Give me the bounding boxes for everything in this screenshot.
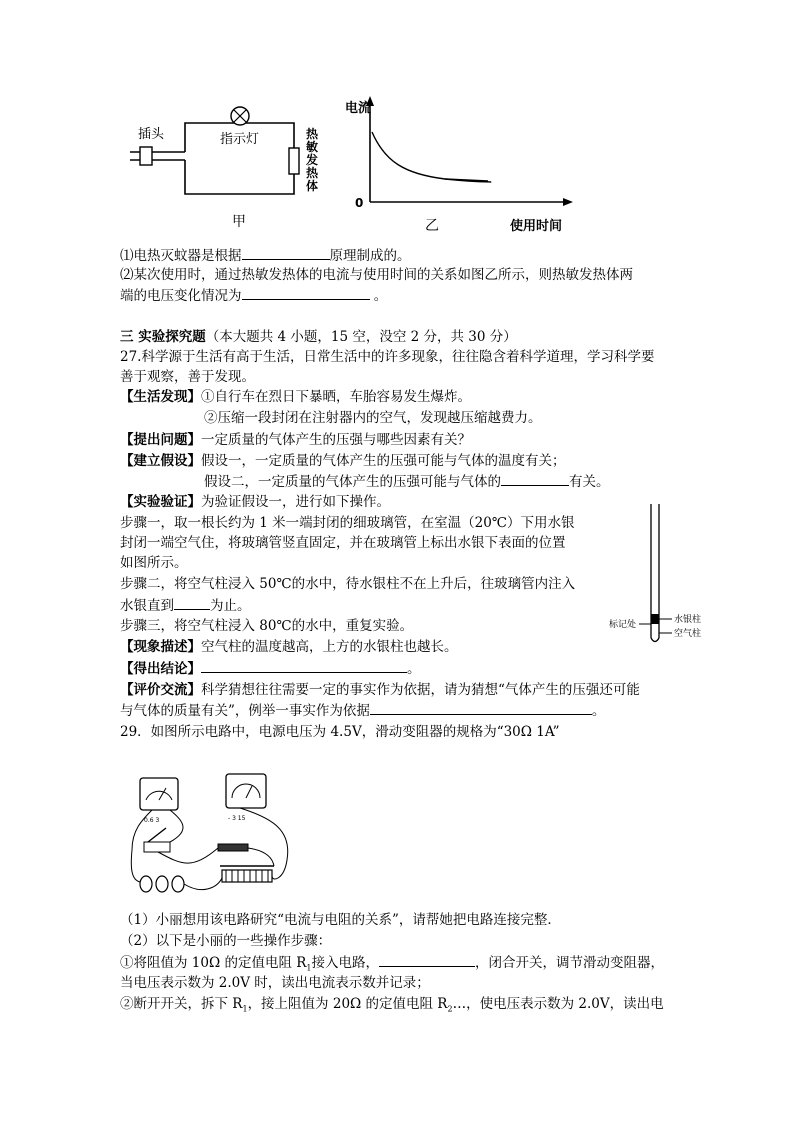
- ammeter-ticks: 0.6 3: [144, 817, 160, 824]
- q27-step1-a: 步骤一，取一根长约为 1 米一端封闭的细玻璃管，在室温（20℃）下用水银: [120, 515, 575, 531]
- q27-blank-step2[interactable]: [174, 595, 210, 610]
- q27-step2-b: 水银直到 为止。: [120, 595, 251, 616]
- plug-label: 插头: [138, 127, 165, 142]
- q29-part2: （2）以下是小丽的一些操作步骤：: [120, 933, 332, 949]
- current-curve: [372, 132, 491, 182]
- y-axis-label: 电流: [345, 101, 372, 116]
- q26-blank-2[interactable]: [242, 285, 370, 300]
- q27-life-1: 【生活发现】①自行车在烈日下暴晒，车胎容易发生爆炸。: [120, 389, 471, 405]
- figure-circuit-jia: [120, 96, 320, 236]
- tube-air-label: 空气柱: [674, 629, 702, 639]
- q27-step2-a: 步骤二，将空气柱浸入 50℃的水中，待水银柱不在上升后，往玻璃管内注入: [120, 576, 576, 592]
- q27-eval-1: 【评价交流】科学猜想往往需要一定的事实作为依据，请为猜想“气体产生的压强还可能: [120, 682, 640, 698]
- q27-hyp-1: 【建立假设】假设一，一定质量的气体产生的压强可能与气体的温度有关；: [120, 453, 566, 469]
- q27-blank-conclusion[interactable]: [201, 658, 407, 673]
- q27-intro-1: 27.科学源于生活有高于生活，日常生活中的许多现象，往往隐含着科学道理，学习科学要: [120, 349, 655, 365]
- section3-heading: 三 实验探究题（本大题共 4 小题，15 空，没空 2 分，共 30 分）: [120, 329, 517, 345]
- q27-intro-2: 善于观察，善于发现。: [120, 369, 255, 385]
- voltmeter: [226, 774, 266, 808]
- q26-blank-1[interactable]: [242, 245, 330, 260]
- q29-part1: （1）小丽想用该电路研究“电流与电阻的关系”，请帮她把电路连接完整．: [120, 912, 561, 928]
- voltmeter-ticks: - 3 15: [228, 815, 246, 822]
- q27-blank-hyp[interactable]: [501, 471, 569, 486]
- fig-b-caption: 乙: [425, 218, 439, 234]
- mercury-column: [652, 614, 659, 624]
- q29-step1: ①将阻值为 10Ω 的定值电阻 $R_1$接入电路， ，闭合开关，调节滑动变阻器，: [120, 952, 664, 979]
- switch: [144, 842, 170, 852]
- q27-phenomenon: 【现象描述】空气柱的温度越高，上方的水银柱也越长。: [120, 639, 458, 655]
- fixed-resistor: [218, 844, 248, 851]
- q27-verify: 【实验验证】为验证假设一，进行如下操作。: [120, 494, 390, 510]
- q27-step1-c: 如图所示。: [120, 555, 188, 571]
- battery-pack: [140, 876, 184, 892]
- q26-part2-line2: 端的电压变化情况为 。: [120, 285, 387, 306]
- q27-blank-eval[interactable]: [370, 700, 592, 715]
- tube-mercury-label: 水银柱: [674, 615, 702, 625]
- q29-blank-step1[interactable]: [379, 952, 475, 967]
- lamp-label: 指示灯: [220, 132, 260, 147]
- ammeter: [140, 778, 178, 810]
- q29-stem: 29．如图所示电路中，电源电压为 4.5V，滑动变阻器的规格为“30Ω 1A”: [120, 724, 560, 740]
- q29-step2: ②断开开关，拆下 $R_1$，接上阻值为 20Ω 的定值电阻 $R_2\dots$，使电压表示数为 2.0V，读出电: [120, 996, 664, 1014]
- figure-glass-tube: [606, 498, 716, 648]
- figure-graph-yi: [345, 92, 585, 237]
- figure-apparatus: [122, 770, 322, 905]
- q29-step1-line2: 当电压表示数为 2.0V 时，读出电流表示数并记录；: [120, 975, 430, 991]
- q27-step3: 步骤三，将空气柱浸入 80℃的水中，重复实验。: [120, 618, 414, 634]
- x-axis-label: 使用时间: [510, 219, 563, 234]
- q26-part1: ⑴电热灭蚊器是根据 原理制成的。: [120, 245, 411, 266]
- heater-label: 热敏发热体: [306, 127, 319, 193]
- origin-label: 0: [355, 196, 364, 210]
- tube-mark-label: 标记处: [609, 620, 637, 630]
- q27-eval-2: 与气体的质量有关”，例举一事实作为依据 。: [120, 700, 605, 721]
- fig-a-caption: 甲: [232, 214, 246, 230]
- q27-conclusion: 【得出结论】 。: [120, 658, 421, 679]
- rheostat: [220, 866, 274, 882]
- q26-part2-line1: ⑵某次使用时，通过热敏发热体的电流与使用时间的关系如图乙所示，则热敏发热体两: [120, 267, 633, 283]
- q27-step1-b: 封闭一端空气住，将玻璃管竖直固定，并在玻璃管上标出水银下表面的位置: [120, 535, 566, 551]
- q27-life-2: ②压缩一段封闭在注射器内的空气，发现越压缩越费力。: [204, 410, 542, 426]
- q27-question: 【提出问题】一定质量的气体产生的压强与哪些因素有关？: [120, 432, 471, 448]
- q27-hyp-2: 假设二，一定质量的气体产生的压强可能与气体的 有关。: [204, 471, 610, 492]
